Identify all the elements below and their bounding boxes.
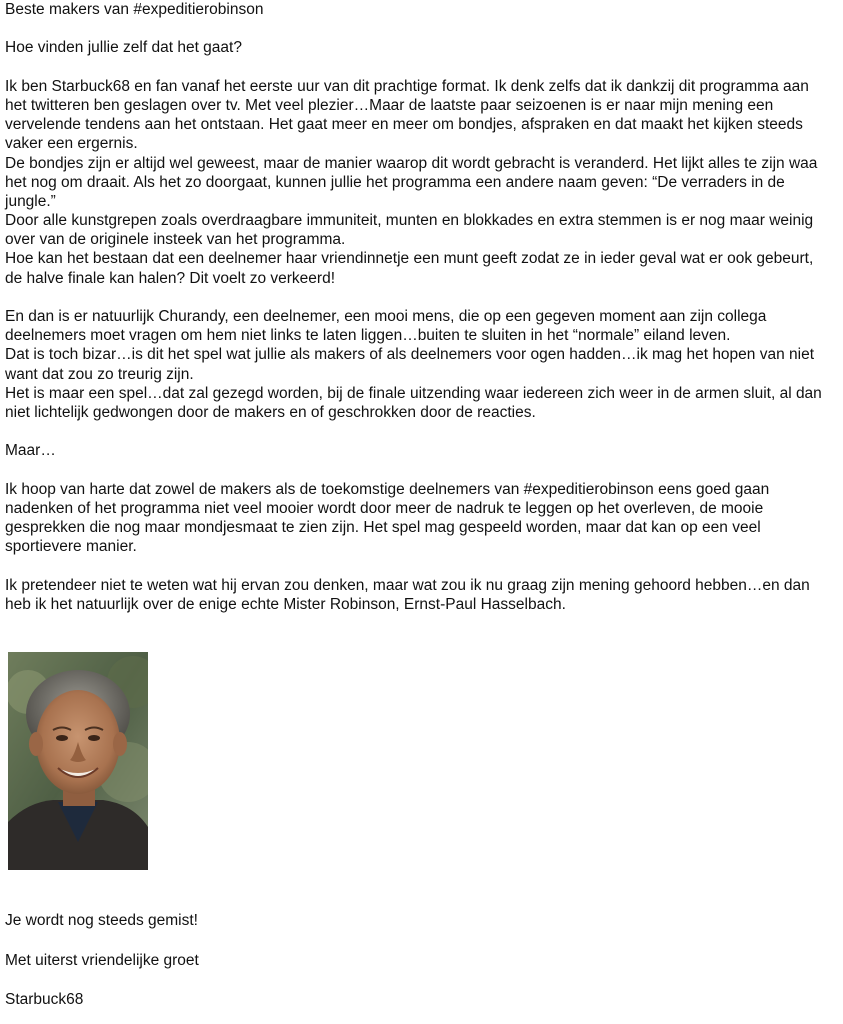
- text-line: niet lichtelijk gedwongen door de makers en of geschrokken door de reacties.: [5, 403, 536, 421]
- text-line: jungle.”: [5, 192, 56, 210]
- paragraph-1: [5, 77, 843, 288]
- text-line: sportievere manier.: [5, 538, 137, 556]
- text-line: Het is maar een spel…dat zal gezegd worden, bij de finale uitzending waar iedereen zich weer in de armen sluit, al dan: [5, 384, 822, 402]
- text-line: En dan is er natuurlijk Churandy, een deelnemer, een mooi mens, die op een gegeven moment aan zijn collega: [5, 308, 767, 325]
- text-line: deelnemers moet vragen om hem niet links te laten liggen…buiten te sluiten in het “normale” eiland leven.: [5, 327, 731, 345]
- letter-body: [5, 0, 843, 614]
- text-line: Hoe kan het bestaan dat een deelnemer haar vriendinnetje een munt geeft zodat ze in ieder geval wat er ook gebeurt,: [5, 250, 814, 268]
- greeting: Beste makers van #expeditierobinson: [5, 1, 264, 18]
- closing-greeting: Met uiterst vriendelijke groet: [5, 952, 199, 969]
- paragraph-2: [5, 307, 843, 422]
- text-line: Ik pretendeer niet te weten wat hij ervan zou denken, maar wat zou ik nu graag zijn mening gehoord hebben…en dan: [5, 576, 810, 594]
- text-line: De bondjes zijn er altijd wel geweest, maar de manier waarop dit wordt gebracht is veranderd. Het lijkt alles te zijn waa: [5, 154, 818, 172]
- text-line: het nog om draait. Als het zo doorgaat, kunnen jullie het programma een andere naam geven: “De verraders in de: [5, 173, 785, 191]
- text-line: de halve finale kan halen? Dit voelt zo verkeerd!: [5, 269, 336, 287]
- text-line: heb ik het natuurlijk over de enige echte Mister Robinson, Ernst-Paul Hasselbach.: [5, 595, 566, 613]
- text-line: het twitteren ben geslagen over tv. Met veel plezier…Maar de laatste paar seizoenen is er naar mijn mening een: [5, 96, 774, 114]
- text-line: Ik hoop van harte dat zowel de makers als de toekomstige deelnemers van #expeditierobinson eens goed gaan: [5, 480, 770, 498]
- paragraph-4: [5, 576, 843, 614]
- portrait-photo: [8, 652, 148, 870]
- maar-line: Maar…: [5, 442, 56, 460]
- signature: Starbuck68: [5, 991, 84, 1008]
- text-line: Dat is toch bizar…is dit het spel wat jullie als makers of als deelnemers voor ogen hadden…ik mag het hopen van niet: [5, 346, 815, 364]
- text-line: vaker een ergernis.: [5, 135, 138, 153]
- text-line: vervelende tendens aan het ontstaan. Het gaat meer en meer om bondjes, afspraken en dat maakt het kijken steeds: [5, 116, 803, 134]
- text-line: want dat zou zo treurig zijn.: [5, 365, 194, 383]
- paragraph-3: [5, 480, 843, 557]
- text-line: gesprekken die nog maar mondjesmaat te zien zijn. Het spel mag gespeeld worden, maar dat kan op een veel: [5, 519, 761, 537]
- text-line: Door alle kunstgrepen zoals overdraagbare immuniteit, munten en blokkades en extra stemmen is er nog maar weinig: [5, 212, 814, 230]
- text-line: over van de originele insteek van het programma.: [5, 231, 346, 249]
- closing-remark: Je wordt nog steeds gemist!: [5, 912, 198, 929]
- opening-question: Hoe vinden jullie zelf dat het gaat?: [5, 39, 242, 57]
- text-line: Ik ben Starbuck68 en fan vanaf het eerste uur van dit prachtige format. Ik denk zelfs dat ik dankzij dit programma aan: [5, 77, 809, 95]
- portrait-photo-icon: [8, 652, 148, 870]
- text-line: nadenken of het programma niet veel mooier wordt door meer de nadruk te leggen op het overleven, de mooie: [5, 499, 764, 517]
